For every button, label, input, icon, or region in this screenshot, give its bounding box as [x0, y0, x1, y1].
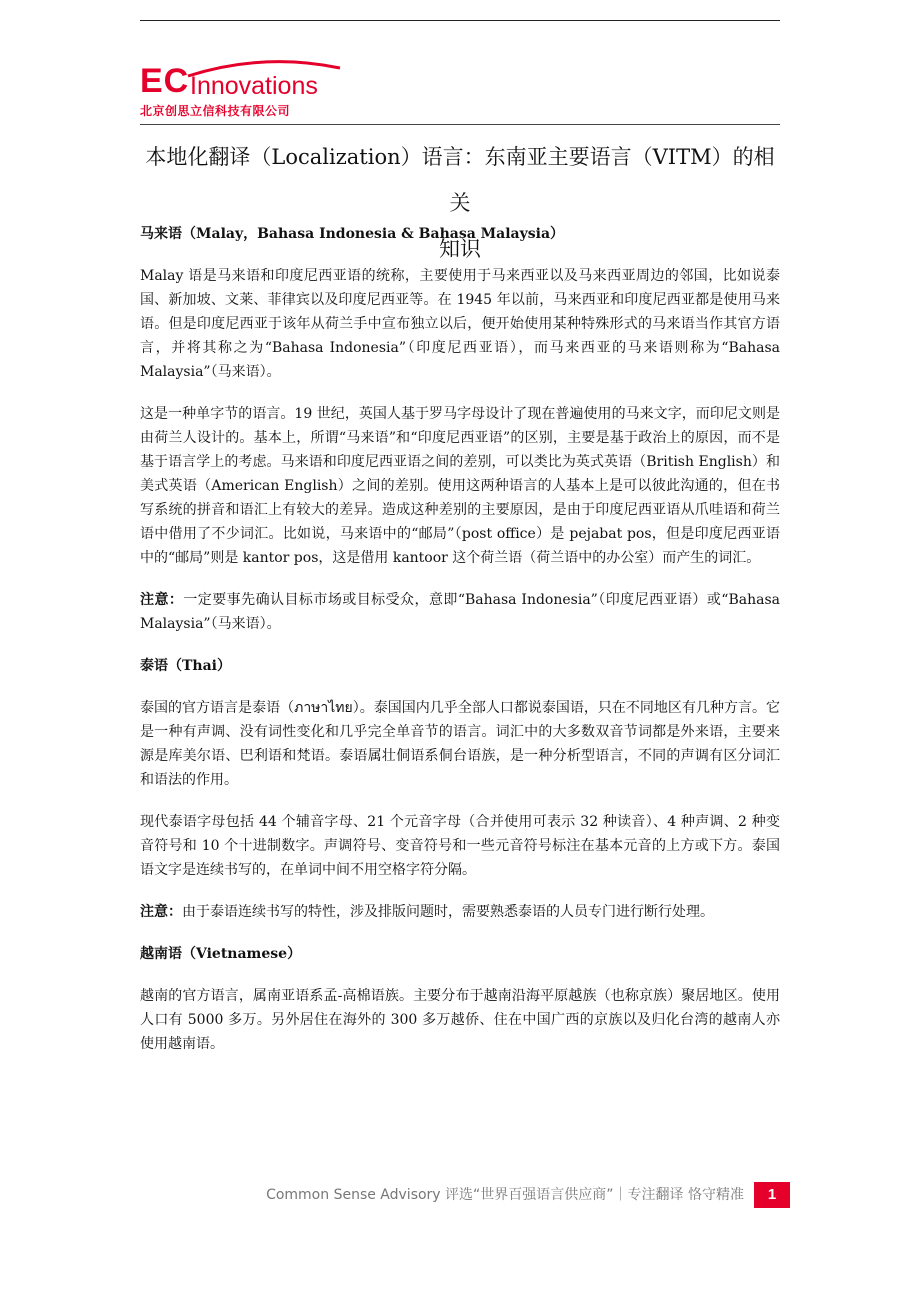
- paragraph: 泰国的官方语言是泰语（ภาษาไทย）。泰国国内几乎全部人口都说泰国语，只在不同地区有几种方言。它是一种有声调、没有词性变化和几乎完全单音节的语言。词汇中的大多数双音节词都是外来语，主要来源是库美尔语、巴利语和梵语。泰语属壮侗语系侗台语族，是一种分析型语言，不同的声调有区分词汇和语法的作用。: [140, 700, 780, 788]
- page-number: 1: [754, 1182, 790, 1208]
- header-rule: [140, 124, 780, 125]
- note-label: 注意：: [140, 904, 182, 920]
- paragraph: Malay 语是马来语和印度尼西亚语的统称，主要使用于马来西亚以及马来西亚周边的邻国，比如说泰国、新加坡、文莱、菲律宾以及印度尼西亚等。在 1945 年以前，马来西亚和印度尼西亚都是使用马来语。但是印度尼西亚于该年从荷兰手中宣布独立以后，便开始使用某种特殊形式的马来语当作其官方语言，并将其称之为“Bahasa Indonesia”（印度尼西亚语），而马来西亚的马来语则称为“Bahasa Malaysia”（马来语）。: [140, 268, 780, 380]
- section-heading-vietnamese: 越南语（Vietnamese）: [140, 946, 302, 962]
- section-heading-malay: 马来语（Malay，Bahasa Indonesia & Bahasa Malaysia）: [140, 226, 565, 242]
- note-text: 一定要事先确认目标市场或目标受众，意即“Bahasa Indonesia”（印度尼西亚语）或“Bahasa Malaysia”（马来语）。: [140, 592, 780, 632]
- logo-ec: EC: [140, 62, 190, 100]
- title-line-2: 知识: [439, 237, 481, 261]
- top-rule: [140, 20, 780, 21]
- footer-slogan: Common Sense Advisory 评选“世界百强语言供应商”｜专注翻译 恪守精准: [266, 1187, 744, 1203]
- section-heading-thai: 泰语（Thai）: [140, 658, 231, 674]
- page-footer: [140, 1182, 790, 1210]
- paragraph: 这是一种单字节的语言。19 世纪，英国人基于罗马字母设计了现在普遍使用的马来文字，而印尼文则是由荷兰人设计的。基本上，所谓“马来语”和“印度尼西亚语”的区别，主要是基于政治上的原因，而不是基于语言学上的考虑。马来语和印度尼西亚语之间的差别，可以类比为英式英语（British English）和美式英语（American English）之间的差别。使用这两种语言的人基本上是可以彼此沟通的，但在书写系统的拼音和语汇上有较大的差异。造成这种差别的主要原因，是由于印度尼西亚语从爪哇语和荷兰语中借用了不少词汇。比如说，马来语中的“邮局”（post office）是 pejabat pos，但是印度尼西亚语中的“邮局”则是 kantor pos，这是借用 kantoor 这个荷兰语（荷兰语中的办公室）而产生的词汇。: [140, 406, 780, 566]
- note-malay: [140, 588, 780, 636]
- note-text: 由于泰语连续书写的特性，涉及排版问题时，需要熟悉泰语的人员专门进行断行处理。: [182, 904, 714, 920]
- paragraph: 现代泰语字母包括 44 个辅音字母、21 个元音字母（合并使用可表示 32 种读音）、4 种声调、2 种变音符号和 10 个十进制数字。声调符号、变音符号和一些元音符号标注在基本元音的上方或下方。泰国语文字是连续书写的，在单词中间不用空格字符分隔。: [140, 814, 780, 878]
- document-body: [140, 222, 780, 1074]
- company-logo: [140, 58, 320, 122]
- note-label: 注意：: [140, 592, 184, 608]
- logo-company-name: 北京创思立信科技有限公司: [140, 104, 291, 118]
- note-thai: [140, 900, 780, 924]
- title-line-1: 本地化翻译（Localization）语言：东南亚主要语言（VITM）的相关: [145, 145, 775, 215]
- paragraph: 越南的官方语言，属南亚语系孟-高棉语族。主要分布于越南沿海平原越族（也称京族）聚居地区。使用人口有 5000 多万。另外居住在海外的 300 多万越侨、住在中国广西的京族以及归化台湾的越南人亦使用越南语。: [140, 988, 780, 1052]
- logo-innovations: Innovations: [190, 72, 318, 100]
